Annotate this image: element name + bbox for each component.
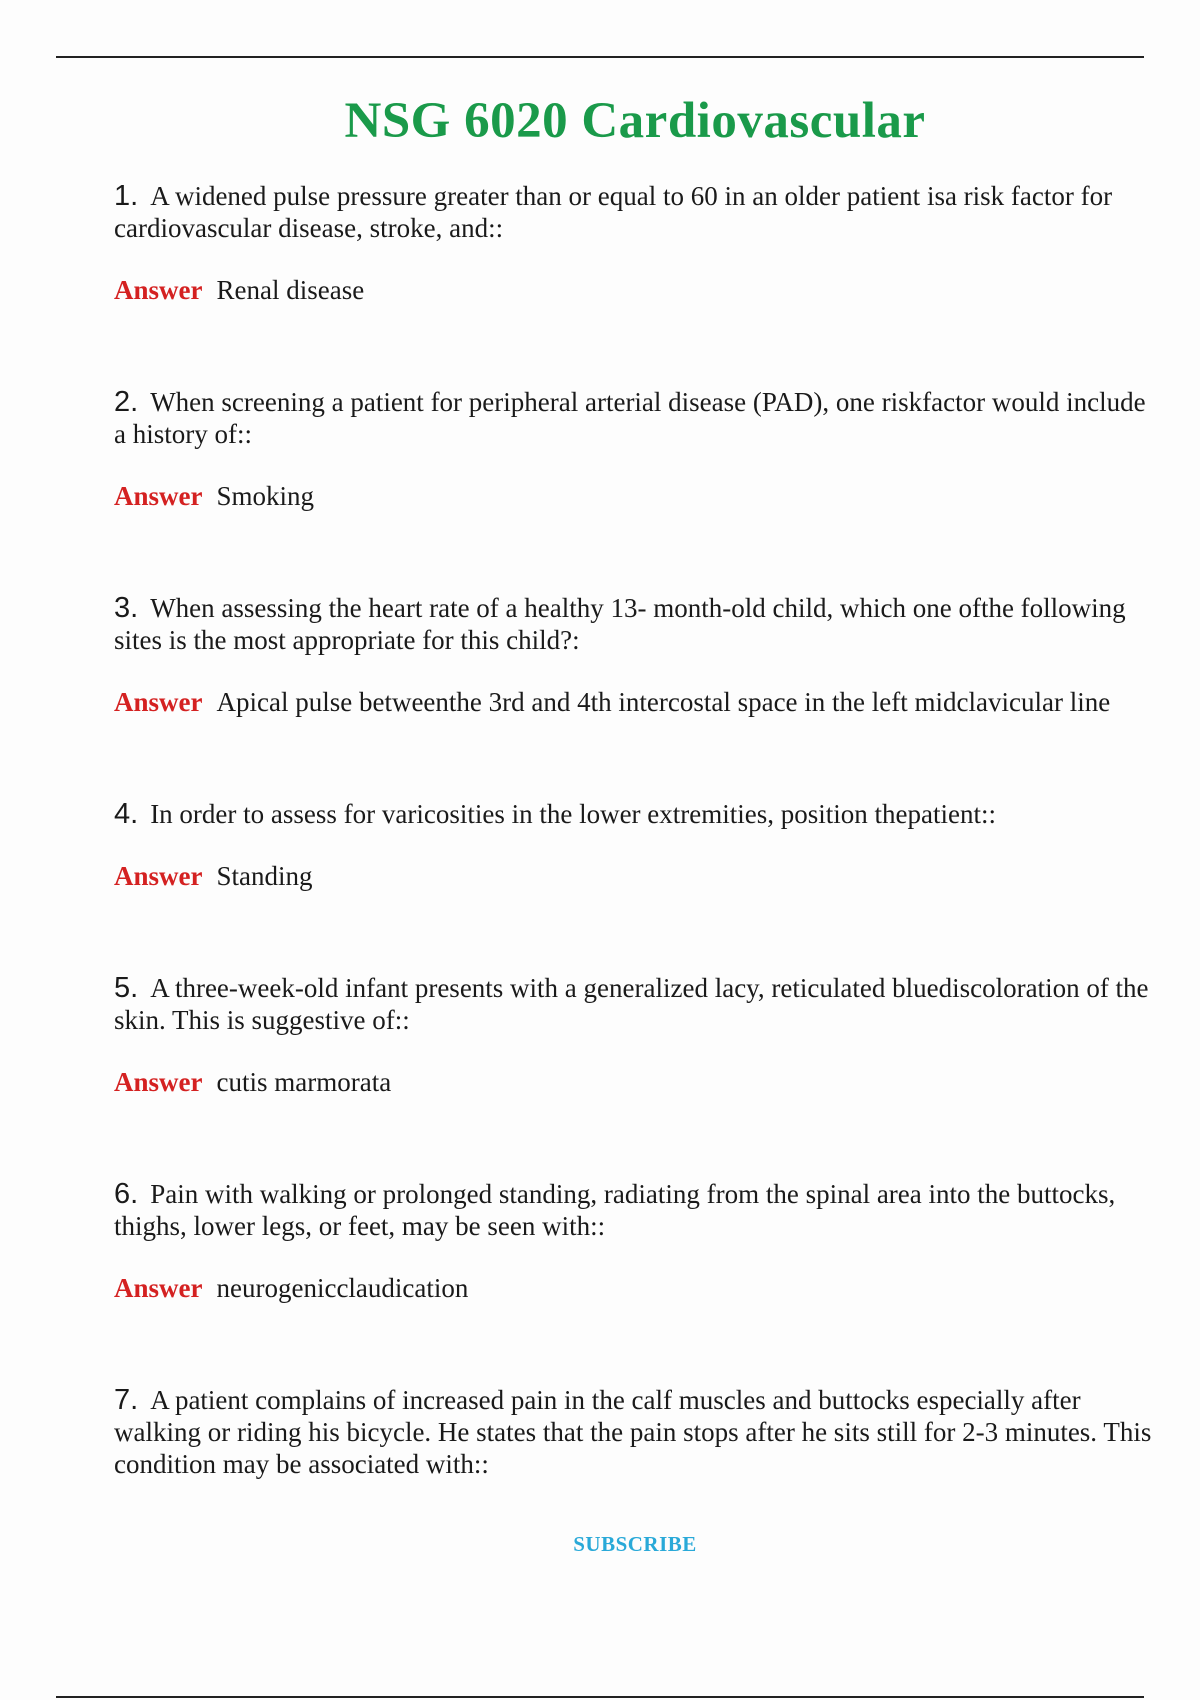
- question-number: 5.: [114, 972, 139, 1004]
- answer-text: Apical pulse betweenthe 3rd and 4th intercostal space in the left midclavicular line: [216, 687, 1111, 717]
- answer-line: [114, 860, 1160, 892]
- question-item-4: [114, 798, 1160, 892]
- answer-label: Answer: [114, 861, 203, 891]
- question-body: When screening a patient for peripheral arterial disease (PAD), one riskfactor would include a history of::: [114, 387, 1146, 449]
- answer-text: Renal disease: [216, 275, 365, 305]
- question-item-2: [114, 386, 1160, 512]
- question-list: [114, 180, 1160, 1560]
- answer-text: Smoking: [216, 481, 315, 511]
- answer-line: [114, 480, 1160, 512]
- question-text: [114, 386, 1160, 450]
- answer-line: [114, 1272, 1160, 1304]
- question-item-3: [114, 592, 1160, 718]
- answer-label: Answer: [114, 687, 203, 717]
- question-body: In order to assess for varicosities in the lower extremities, position thepatient::: [150, 799, 996, 829]
- question-text: [114, 1384, 1160, 1480]
- answer-text: Standing: [216, 861, 313, 891]
- answer-line: [114, 1066, 1160, 1098]
- question-text: [114, 798, 1160, 830]
- question-text: [114, 180, 1160, 244]
- question-number: 7.: [114, 1384, 139, 1416]
- bottom-divider: [56, 1696, 1144, 1698]
- question-number: 1.: [114, 180, 139, 212]
- question-text: [114, 972, 1160, 1036]
- question-item-1: [114, 180, 1160, 306]
- answer-text: neurogenicclaudication: [216, 1273, 469, 1303]
- answer-line: [114, 274, 1160, 306]
- answer-label: Answer: [114, 1273, 203, 1303]
- question-text: [114, 1178, 1160, 1242]
- question-number: 2.: [114, 386, 139, 418]
- question-body: A three-week-old infant presents with a generalized lacy, reticulated bluediscoloration of the skin. This is suggestive of::: [114, 973, 1149, 1035]
- question-number: 3.: [114, 592, 139, 624]
- top-divider: [56, 56, 1144, 58]
- question-body: When assessing the heart rate of a healthy 13- month-old child, which one ofthe following sites is the most appropriate for this child?:: [114, 593, 1126, 655]
- answer-text: cutis marmorata: [216, 1067, 392, 1097]
- subscribe-link[interactable]: SUBSCRIBE: [573, 1532, 697, 1556]
- page-title: NSG 6020 Cardiovascular: [344, 93, 926, 150]
- question-body: A patient complains of increased pain in the calf muscles and buttocks especially after walking or riding his bicycle. He states that the pain stops after he sits still for 2-3 minutes. This condition may be associated with::: [114, 1385, 1152, 1479]
- question-number: 6.: [114, 1178, 139, 1210]
- answer-label: Answer: [114, 481, 203, 511]
- answer-label: Answer: [114, 1067, 203, 1097]
- question-body: A widened pulse pressure greater than or equal to 60 in an older patient isa risk factor for cardiovascular disease, stroke, and::: [114, 181, 1113, 243]
- question-item-6: [114, 1178, 1160, 1304]
- question-item-7: [114, 1384, 1160, 1480]
- question-item-5: [114, 972, 1160, 1098]
- answer-line: [114, 686, 1160, 718]
- answer-label: Answer: [114, 275, 203, 305]
- question-body: Pain with walking or prolonged standing, radiating from the spinal area into the buttocks, thighs, lower legs, or feet, may be seen with::: [114, 1179, 1116, 1241]
- question-number: 4.: [114, 798, 139, 830]
- question-text: [114, 592, 1160, 656]
